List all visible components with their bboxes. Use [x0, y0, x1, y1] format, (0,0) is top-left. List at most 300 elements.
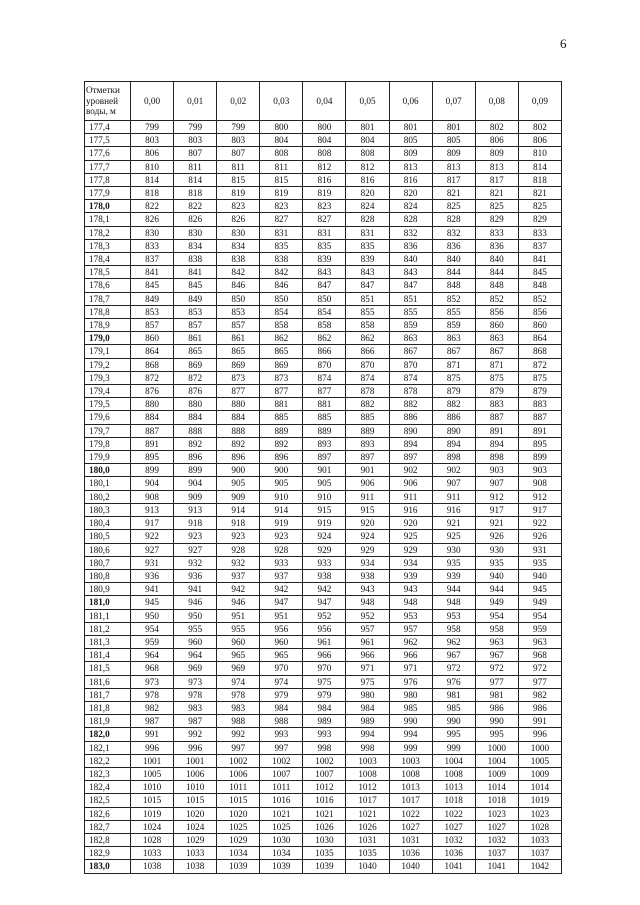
value-cell: 894 — [475, 437, 518, 450]
value-cell: 842 — [260, 266, 303, 279]
value-cell: 985 — [432, 701, 475, 714]
table-row — [85, 833, 562, 846]
value-cell: 882 — [346, 398, 389, 411]
value-cell: 994 — [389, 728, 432, 741]
value-cell: 949 — [475, 596, 518, 609]
level-cell: 182,1 — [85, 741, 131, 754]
table-row — [85, 530, 562, 543]
value-cell: 1028 — [518, 820, 561, 833]
table-row — [85, 200, 562, 213]
table-row — [85, 292, 562, 305]
value-cell: 864 — [131, 345, 174, 358]
value-cell: 825 — [475, 200, 518, 213]
value-cell: 834 — [174, 239, 217, 252]
value-cell: 985 — [389, 701, 432, 714]
value-cell: 1004 — [475, 754, 518, 767]
value-cell: 1025 — [217, 820, 260, 833]
level-cell: 181,7 — [85, 688, 131, 701]
value-cell: 867 — [389, 345, 432, 358]
value-cell: 843 — [389, 266, 432, 279]
value-cell: 1019 — [131, 807, 174, 820]
value-cell: 824 — [346, 200, 389, 213]
column-header: 0,09 — [518, 82, 561, 121]
value-cell: 1026 — [303, 820, 346, 833]
value-cell: 1032 — [475, 833, 518, 846]
level-cell: 180,1 — [85, 477, 131, 490]
value-cell: 1014 — [518, 781, 561, 794]
value-cell: 872 — [174, 371, 217, 384]
value-cell: 1029 — [217, 833, 260, 846]
value-cell: 1015 — [131, 794, 174, 807]
value-cell: 1002 — [217, 754, 260, 767]
value-cell: 873 — [217, 371, 260, 384]
value-cell: 1022 — [389, 807, 432, 820]
level-cell: 178,6 — [85, 279, 131, 292]
value-cell: 904 — [131, 477, 174, 490]
value-cell: 863 — [475, 332, 518, 345]
table-row — [85, 490, 562, 503]
value-cell: 971 — [346, 662, 389, 675]
value-cell: 1009 — [475, 767, 518, 780]
value-cell: 841 — [518, 253, 561, 266]
column-header: 0,06 — [389, 82, 432, 121]
table-row — [85, 794, 562, 807]
value-cell: 917 — [131, 517, 174, 530]
value-cell: 1008 — [346, 767, 389, 780]
table-row — [85, 319, 562, 332]
value-cell: 981 — [475, 688, 518, 701]
value-cell: 1016 — [303, 794, 346, 807]
value-cell: 991 — [131, 728, 174, 741]
value-cell: 855 — [346, 305, 389, 318]
value-cell: 1037 — [518, 847, 561, 860]
value-cell: 817 — [432, 173, 475, 186]
value-cell: 830 — [131, 226, 174, 239]
value-cell: 911 — [389, 490, 432, 503]
value-cell: 850 — [303, 292, 346, 305]
value-cell: 808 — [303, 147, 346, 160]
value-cell: 845 — [131, 279, 174, 292]
value-cell: 809 — [389, 147, 432, 160]
value-cell: 936 — [131, 569, 174, 582]
value-cell: 978 — [217, 688, 260, 701]
value-cell: 998 — [303, 741, 346, 754]
value-cell: 857 — [217, 319, 260, 332]
value-cell: 806 — [131, 147, 174, 160]
value-cell: 1007 — [260, 767, 303, 780]
value-cell: 843 — [303, 266, 346, 279]
value-cell: 962 — [389, 635, 432, 648]
value-cell: 883 — [475, 398, 518, 411]
value-cell: 831 — [260, 226, 303, 239]
value-cell: 898 — [432, 451, 475, 464]
value-cell: 916 — [389, 503, 432, 516]
value-cell: 902 — [432, 464, 475, 477]
value-cell: 804 — [260, 134, 303, 147]
value-cell: 913 — [174, 503, 217, 516]
value-cell: 998 — [346, 741, 389, 754]
value-cell: 836 — [432, 239, 475, 252]
value-cell: 805 — [389, 134, 432, 147]
value-cell: 823 — [217, 200, 260, 213]
table-row — [85, 253, 562, 266]
value-cell: 907 — [475, 477, 518, 490]
value-cell: 870 — [389, 358, 432, 371]
value-cell: 853 — [217, 305, 260, 318]
value-cell: 990 — [475, 715, 518, 728]
value-cell: 938 — [346, 569, 389, 582]
value-cell: 848 — [432, 279, 475, 292]
value-cell: 812 — [346, 160, 389, 173]
value-cell: 804 — [303, 134, 346, 147]
value-cell: 988 — [260, 715, 303, 728]
table-row — [85, 160, 562, 173]
level-cell: 178,5 — [85, 266, 131, 279]
value-cell: 942 — [303, 583, 346, 596]
level-cell: 180,7 — [85, 556, 131, 569]
value-cell: 1019 — [518, 794, 561, 807]
table-row — [85, 411, 562, 424]
value-cell: 948 — [432, 596, 475, 609]
value-cell: 975 — [303, 675, 346, 688]
value-cell: 991 — [518, 715, 561, 728]
value-cell: 948 — [389, 596, 432, 609]
table-row — [85, 424, 562, 437]
value-cell: 831 — [303, 226, 346, 239]
value-cell: 856 — [518, 305, 561, 318]
value-cell: 836 — [475, 239, 518, 252]
level-cell: 182,7 — [85, 820, 131, 833]
value-cell: 1039 — [217, 860, 260, 873]
value-cell: 876 — [174, 385, 217, 398]
value-cell: 1035 — [303, 847, 346, 860]
value-cell: 832 — [432, 226, 475, 239]
table-row — [85, 688, 562, 701]
value-cell: 813 — [432, 160, 475, 173]
value-cell: 939 — [432, 569, 475, 582]
value-cell: 809 — [432, 147, 475, 160]
value-cell: 912 — [518, 490, 561, 503]
value-cell: 820 — [389, 187, 432, 200]
value-cell: 1020 — [174, 807, 217, 820]
level-cell: 182,9 — [85, 847, 131, 860]
value-cell: 891 — [518, 424, 561, 437]
value-cell: 801 — [432, 121, 475, 134]
value-cell: 958 — [475, 622, 518, 635]
table-body — [85, 121, 562, 874]
value-cell: 1027 — [475, 820, 518, 833]
value-cell: 910 — [303, 490, 346, 503]
value-cell: 984 — [260, 701, 303, 714]
value-cell: 816 — [389, 173, 432, 186]
column-header: 0,01 — [174, 82, 217, 121]
value-cell: 840 — [475, 253, 518, 266]
value-cell: 993 — [260, 728, 303, 741]
level-cell: 179,0 — [85, 332, 131, 345]
value-cell: 928 — [260, 543, 303, 556]
level-cell: 178,7 — [85, 292, 131, 305]
column-header: 0,07 — [432, 82, 475, 121]
table-row — [85, 134, 562, 147]
table-row — [85, 556, 562, 569]
value-cell: 905 — [303, 477, 346, 490]
table-row — [85, 596, 562, 609]
value-cell: 839 — [303, 253, 346, 266]
table-row — [85, 781, 562, 794]
value-cell: 900 — [217, 464, 260, 477]
value-cell: 908 — [518, 477, 561, 490]
level-cell: 181,8 — [85, 701, 131, 714]
level-cell: 180,2 — [85, 490, 131, 503]
value-cell: 894 — [432, 437, 475, 450]
value-cell: 939 — [389, 569, 432, 582]
value-cell: 879 — [518, 385, 561, 398]
value-cell: 895 — [131, 451, 174, 464]
value-cell: 866 — [346, 345, 389, 358]
value-cell: 890 — [389, 424, 432, 437]
value-cell: 1031 — [346, 833, 389, 846]
value-cell: 816 — [346, 173, 389, 186]
value-cell: 941 — [174, 583, 217, 596]
value-cell: 930 — [432, 543, 475, 556]
value-cell: 803 — [217, 134, 260, 147]
value-cell: 816 — [303, 173, 346, 186]
table-row — [85, 385, 562, 398]
value-cell: 1017 — [389, 794, 432, 807]
value-cell: 1028 — [131, 833, 174, 846]
level-cell: 179,9 — [85, 451, 131, 464]
value-cell: 962 — [432, 635, 475, 648]
value-cell: 903 — [475, 464, 518, 477]
value-cell: 894 — [389, 437, 432, 450]
value-cell: 1036 — [432, 847, 475, 860]
value-cell: 855 — [432, 305, 475, 318]
value-cell: 871 — [432, 358, 475, 371]
value-cell: 923 — [174, 530, 217, 543]
value-cell: 969 — [174, 662, 217, 675]
level-cell: 181,2 — [85, 622, 131, 635]
level-cell: 178,8 — [85, 305, 131, 318]
value-cell: 959 — [131, 635, 174, 648]
value-cell: 833 — [518, 226, 561, 239]
value-cell: 852 — [518, 292, 561, 305]
value-cell: 1024 — [131, 820, 174, 833]
value-cell: 992 — [217, 728, 260, 741]
value-cell: 917 — [475, 503, 518, 516]
level-cell: 180,4 — [85, 517, 131, 530]
value-cell: 922 — [518, 517, 561, 530]
level-cell: 181,5 — [85, 662, 131, 675]
value-cell: 857 — [174, 319, 217, 332]
value-cell: 1006 — [217, 767, 260, 780]
value-cell: 875 — [475, 371, 518, 384]
value-cell: 885 — [346, 411, 389, 424]
value-cell: 807 — [174, 147, 217, 160]
value-cell: 990 — [432, 715, 475, 728]
value-cell: 846 — [260, 279, 303, 292]
value-cell: 997 — [260, 741, 303, 754]
value-cell: 972 — [518, 662, 561, 675]
value-cell: 801 — [389, 121, 432, 134]
value-cell: 931 — [518, 543, 561, 556]
value-cell: 864 — [518, 332, 561, 345]
value-cell: 823 — [260, 200, 303, 213]
value-cell: 1023 — [518, 807, 561, 820]
value-cell: 953 — [432, 609, 475, 622]
value-cell: 870 — [346, 358, 389, 371]
value-cell: 1033 — [131, 847, 174, 860]
value-cell: 828 — [389, 213, 432, 226]
value-cell: 1006 — [174, 767, 217, 780]
value-cell: 819 — [260, 187, 303, 200]
level-cell: 177,4 — [85, 121, 131, 134]
level-cell: 177,9 — [85, 187, 131, 200]
value-cell: 887 — [518, 411, 561, 424]
table-row — [85, 187, 562, 200]
value-cell: 927 — [174, 543, 217, 556]
table-row — [85, 121, 562, 134]
table-row — [85, 358, 562, 371]
value-cell: 973 — [131, 675, 174, 688]
value-cell: 870 — [303, 358, 346, 371]
value-cell: 875 — [432, 371, 475, 384]
value-cell: 995 — [432, 728, 475, 741]
value-cell: 914 — [260, 503, 303, 516]
value-cell: 968 — [518, 649, 561, 662]
value-cell: 1025 — [260, 820, 303, 833]
value-cell: 955 — [174, 622, 217, 635]
value-cell: 1012 — [303, 781, 346, 794]
value-cell: 911 — [346, 490, 389, 503]
value-cell: 960 — [174, 635, 217, 648]
value-cell: 930 — [475, 543, 518, 556]
value-cell: 942 — [260, 583, 303, 596]
value-cell: 1011 — [217, 781, 260, 794]
value-cell: 1018 — [432, 794, 475, 807]
value-cell: 918 — [217, 517, 260, 530]
level-cell: 181,9 — [85, 715, 131, 728]
value-cell: 989 — [346, 715, 389, 728]
value-cell: 896 — [217, 451, 260, 464]
level-cell: 179,6 — [85, 411, 131, 424]
value-cell: 988 — [217, 715, 260, 728]
value-cell: 877 — [217, 385, 260, 398]
level-cell: 179,4 — [85, 385, 131, 398]
value-cell: 856 — [475, 305, 518, 318]
value-cell: 922 — [131, 530, 174, 543]
value-cell: 1030 — [260, 833, 303, 846]
level-cell: 179,8 — [85, 437, 131, 450]
value-cell: 825 — [518, 200, 561, 213]
value-cell: 851 — [346, 292, 389, 305]
value-cell: 802 — [518, 121, 561, 134]
value-cell: 808 — [260, 147, 303, 160]
value-cell: 961 — [303, 635, 346, 648]
level-cell: 179,5 — [85, 398, 131, 411]
value-cell: 929 — [346, 543, 389, 556]
value-cell: 948 — [346, 596, 389, 609]
value-cell: 905 — [217, 477, 260, 490]
value-cell: 840 — [432, 253, 475, 266]
value-cell: 920 — [389, 517, 432, 530]
value-cell: 934 — [389, 556, 432, 569]
value-cell: 1015 — [217, 794, 260, 807]
value-cell: 957 — [346, 622, 389, 635]
value-cell: 869 — [260, 358, 303, 371]
value-cell: 980 — [389, 688, 432, 701]
value-cell: 821 — [432, 187, 475, 200]
table-row — [85, 622, 562, 635]
value-cell: 947 — [260, 596, 303, 609]
value-cell: 806 — [475, 134, 518, 147]
value-cell: 871 — [475, 358, 518, 371]
value-cell: 946 — [174, 596, 217, 609]
value-cell: 824 — [389, 200, 432, 213]
level-cell: 179,3 — [85, 371, 131, 384]
value-cell: 819 — [217, 187, 260, 200]
level-cell: 178,3 — [85, 239, 131, 252]
value-cell: 831 — [346, 226, 389, 239]
value-cell: 874 — [389, 371, 432, 384]
value-cell: 925 — [389, 530, 432, 543]
value-cell: 1034 — [217, 847, 260, 860]
value-cell: 819 — [303, 187, 346, 200]
value-cell: 929 — [303, 543, 346, 556]
level-cell: 179,2 — [85, 358, 131, 371]
value-cell: 1035 — [346, 847, 389, 860]
value-cell: 982 — [518, 688, 561, 701]
value-cell: 873 — [260, 371, 303, 384]
value-cell: 833 — [475, 226, 518, 239]
value-cell: 944 — [475, 583, 518, 596]
value-cell: 847 — [389, 279, 432, 292]
value-cell: 813 — [475, 160, 518, 173]
value-cell: 979 — [303, 688, 346, 701]
value-cell: 892 — [174, 437, 217, 450]
value-cell: 1005 — [131, 767, 174, 780]
value-cell: 814 — [518, 160, 561, 173]
table-row — [85, 847, 562, 860]
value-cell: 827 — [303, 213, 346, 226]
value-cell: 1041 — [475, 860, 518, 873]
value-cell: 818 — [131, 187, 174, 200]
level-cell: 180,6 — [85, 543, 131, 556]
value-cell: 952 — [303, 609, 346, 622]
value-cell: 821 — [475, 187, 518, 200]
table-row — [85, 649, 562, 662]
value-cell: 826 — [217, 213, 260, 226]
value-cell: 877 — [260, 385, 303, 398]
value-cell: 854 — [260, 305, 303, 318]
value-cell: 842 — [217, 266, 260, 279]
value-cell: 987 — [131, 715, 174, 728]
value-cell: 872 — [131, 371, 174, 384]
value-cell: 920 — [346, 517, 389, 530]
column-header: 0,03 — [260, 82, 303, 121]
value-cell: 950 — [174, 609, 217, 622]
value-cell: 929 — [389, 543, 432, 556]
level-cell: 177,6 — [85, 147, 131, 160]
value-cell: 883 — [518, 398, 561, 411]
value-cell: 951 — [217, 609, 260, 622]
value-cell: 917 — [518, 503, 561, 516]
value-cell: 954 — [518, 609, 561, 622]
value-cell: 892 — [260, 437, 303, 450]
value-cell: 845 — [174, 279, 217, 292]
value-cell: 814 — [131, 173, 174, 186]
value-cell: 884 — [131, 411, 174, 424]
value-cell: 918 — [174, 517, 217, 530]
